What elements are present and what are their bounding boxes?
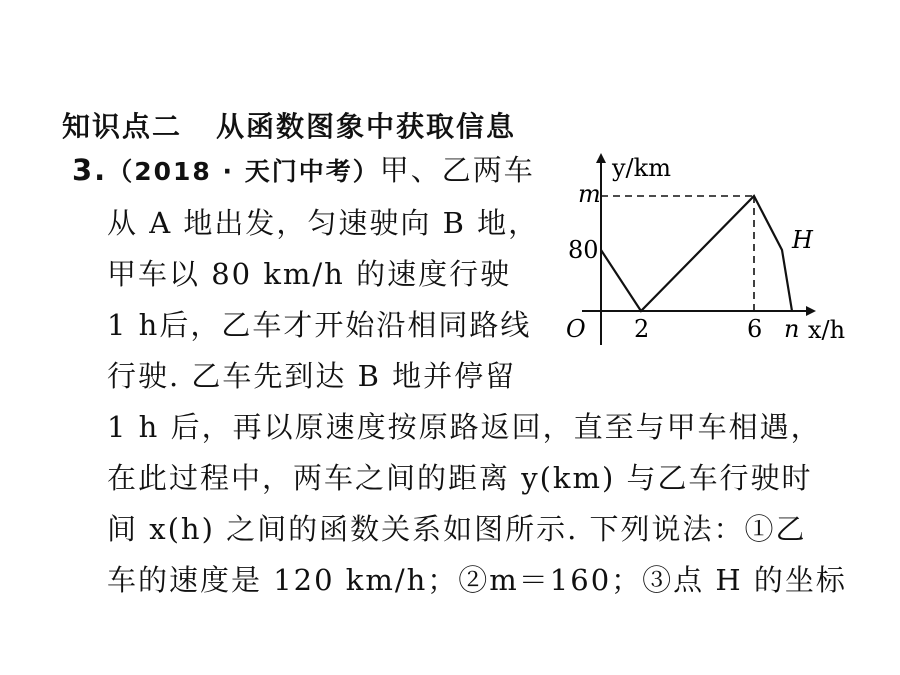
x-axis-label: x/h [808, 316, 846, 344]
y-tick-80: 80 [568, 236, 599, 264]
section-heading [62, 105, 516, 145]
x-tick-2: 2 [634, 315, 650, 343]
section-heading-title: 从函数图象中获取信息 [216, 110, 517, 143]
problem-text-line-9: 车的速度是 120 km/h；②m＝160；③点 H 的坐标 [107, 563, 847, 597]
problem-text-line-2: 从 A 地出发，匀速驶向 B 地， [107, 206, 540, 240]
problem-line-1 [72, 152, 535, 190]
x-axis-arrow-icon [806, 306, 816, 316]
y-axis-arrow-icon [596, 153, 606, 163]
problem-source: （2018 · 天门中考） [107, 157, 380, 186]
problem-text-line-1: 甲、乙两车 [379, 153, 535, 187]
y-tick-m: m [578, 180, 601, 208]
y-axis-label: y/km [612, 154, 671, 182]
problem-text-line-5: 行驶. 乙车先到达 B 地并停留 [107, 359, 517, 393]
x-tick-6: 6 [747, 315, 763, 343]
function-graph [558, 150, 878, 360]
graph-polyline [601, 196, 792, 311]
problem-text-line-4: 1 h后，乙车才开始沿相同路线 [107, 308, 532, 342]
x-tick-n: n [784, 315, 800, 343]
section-heading-label: 知识点二 [62, 110, 183, 143]
origin-label: O [566, 315, 586, 343]
problem-text-line-3: 甲车以 80 km/h 的速度行驶 [107, 257, 512, 291]
point-h-label: H [792, 226, 813, 254]
problem-text-line-8: 间 x(h) 之间的函数关系如图所示. 下列说法：①乙 [107, 512, 807, 546]
problem-number: 3. [72, 153, 108, 187]
problem-text-line-7: 在此过程中，两车之间的距离 y(km) 与乙车行驶时 [107, 461, 813, 495]
problem-text-line-6: 1 h 后，再以原速度按原路返回，直至与甲车相遇， [107, 410, 822, 444]
